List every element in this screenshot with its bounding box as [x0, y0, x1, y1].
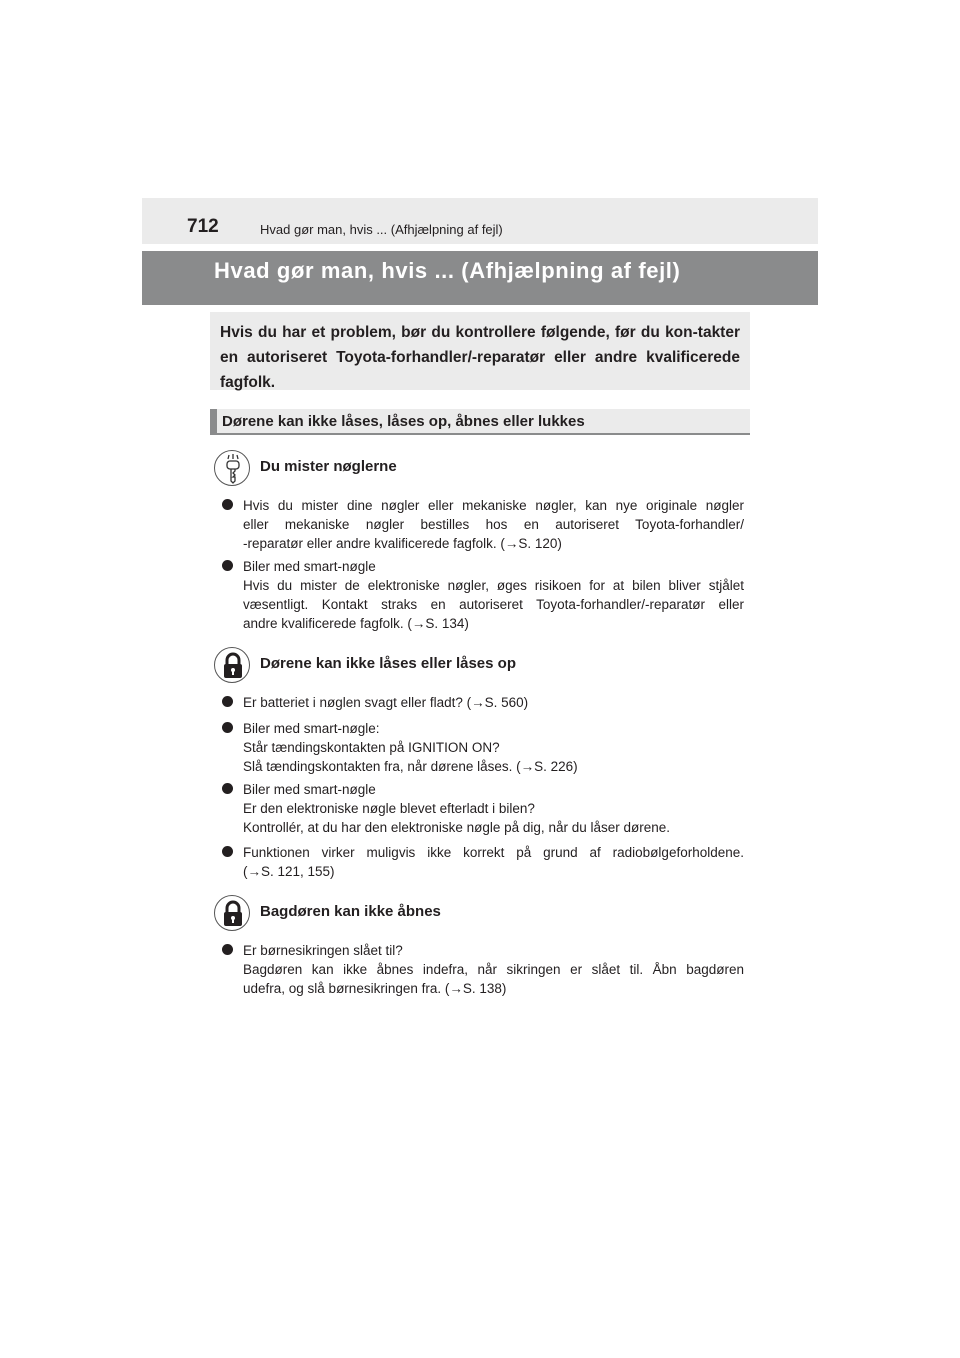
bullet-line: Slå tændingskontakten fra, når dørene låses. (→S. 226)	[243, 759, 578, 774]
bullet-line: andre kvalificerede fagfolk. (→S. 134)	[243, 616, 469, 631]
bullet-line: Er børnesikringen slået til?	[243, 943, 403, 958]
intro-text: Hvis du har et problem, bør du kontrollere følgende, før du kon-takter en autoriseret Toyota-forhandler/-reparatør eller andre kvalificerede fagfolk.	[220, 324, 740, 391]
bullet-line: Er den elektroniske nøgle blevet efterladt i bilen?	[243, 801, 535, 816]
bullet-line: udefra, og slå børnesikringen fra. (→S. 138)	[243, 981, 507, 996]
lock-icon	[214, 895, 250, 931]
section-heading: Dørene kan ikke låses, låses op, åbnes eller lukkes	[222, 413, 585, 430]
subsection-heading: Dørene kan ikke låses eller låses op	[260, 655, 516, 672]
bullet-line: Hvis du mister de elektroniske nøgler, øges risikoen for at bilen bliver stjålet	[243, 578, 744, 593]
list-item	[222, 719, 744, 776]
list-item	[222, 941, 744, 998]
lock-icon	[214, 647, 250, 683]
bullet-icon	[222, 499, 233, 510]
page-title: Hvad gør man, hvis ... (Afhjælpning af fejl)	[214, 258, 681, 283]
bullet-line: Funktionen virker muligvis ikke korrekt på grund af radiobølgeforholdene.	[243, 845, 744, 860]
bullet-line: Hvis du mister dine nøgler eller mekaniske nøgler, kan nye originale nøgler	[243, 498, 744, 513]
bullet-icon	[222, 846, 233, 857]
list-item	[222, 557, 744, 633]
subsection-heading: Bagdøren kan ikke åbnes	[260, 903, 441, 920]
list-item	[222, 693, 744, 712]
subsection-heading: Du mister nøglerne	[260, 458, 397, 475]
bullet-icon	[222, 560, 233, 571]
key-icon	[214, 450, 250, 486]
bullet-line: Er batteriet i nøglen svagt eller fladt? (→S. 560)	[243, 695, 529, 710]
bullet-line: eller mekaniske nøgler bestilles hos en autoriseret Toyota-forhandler/	[243, 517, 744, 532]
bullet-icon	[222, 783, 233, 794]
bullet-line: Kontrollér, at du har den elektroniske nøgle på dig, når du låser dørene.	[243, 820, 671, 835]
running-header	[142, 198, 818, 244]
bullet-line: Biler med smart-nøgle	[243, 782, 376, 797]
bullet-icon	[222, 696, 233, 707]
bullet-line: Biler med smart-nøgle	[243, 559, 376, 574]
running-title: Hvad gør man, hvis ... (Afhjælpning af fejl)	[260, 222, 503, 237]
bullet-line: -reparatør eller andre kvalificerede fagfolk. (→S. 120)	[243, 536, 562, 551]
bullet-line: (→S. 121, 155)	[243, 864, 335, 879]
bullet-icon	[222, 944, 233, 955]
bullet-icon	[222, 722, 233, 733]
bullet-line: Står tændingskontakten på IGNITION ON?	[243, 740, 500, 755]
bullet-line: Bagdøren kan ikke åbnes indefra, når sikringen er slået til. Åbn bagdøren	[243, 962, 744, 977]
list-item	[222, 843, 744, 881]
bullet-line: væsentligt. Kontakt straks en autoriseret Toyota-forhandler/-reparatør eller	[243, 597, 744, 612]
page-number: 712	[187, 216, 219, 237]
bullet-line: Biler med smart-nøgle:	[243, 721, 380, 736]
list-item	[222, 780, 744, 837]
list-item	[222, 496, 744, 553]
